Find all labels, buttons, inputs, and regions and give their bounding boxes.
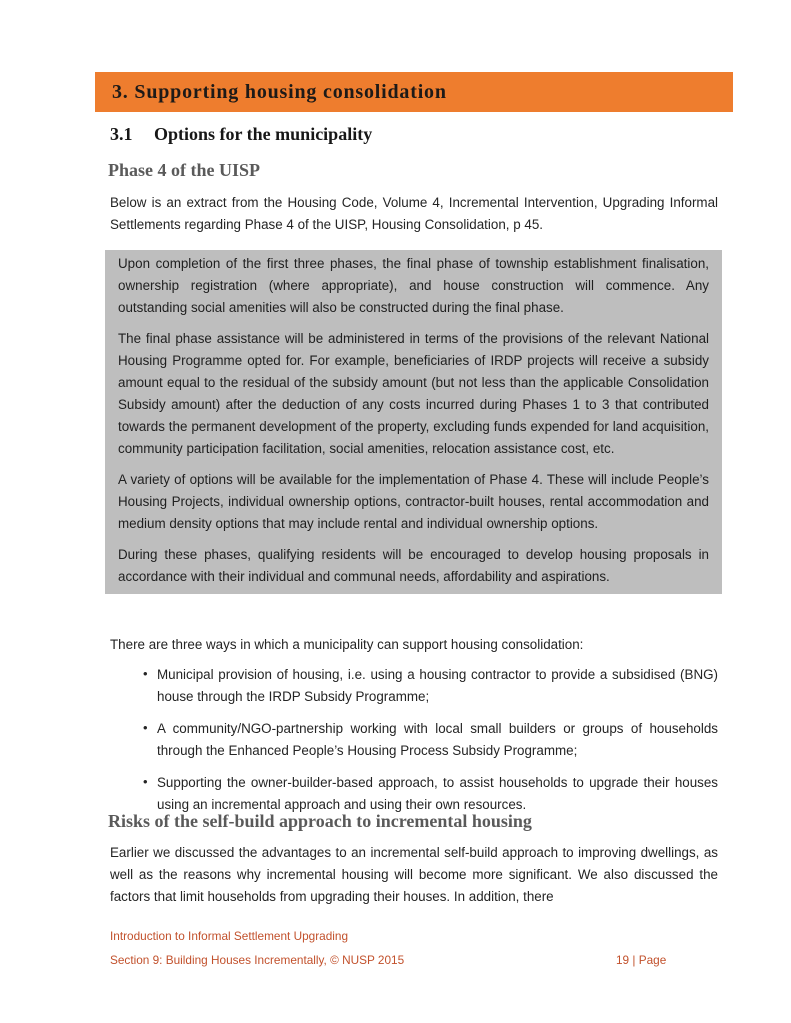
list-item-text: Supporting the owner-builder-based approach, to assist households to upgrade their houses using an incremental approach and using their own resources. — [157, 775, 718, 812]
bullet-icon: • — [143, 774, 148, 789]
list-item — [143, 772, 718, 816]
intro-paragraph: Below is an extract from the Housing Code, Volume 4, Incremental Intervention, Upgrading Informal Settlements regarding Phase 4 of the UISP, Housing Consolidation, p 45. — [110, 195, 718, 232]
three-ways-paragraph: There are three ways in which a municipality can support housing consolidation: — [110, 637, 584, 652]
subheading-risks: Risks of the self-build approach to incremental housing — [108, 811, 532, 831]
risks-paragraph: Earlier we discussed the advantages to an incremental self-build approach to improving dwellings, as well as the reasons why incremental housing will become more significant. We also discussed the factors that limit households from upgrading their houses. In addition, there — [110, 845, 718, 904]
extract-paragraph-1: Upon completion of the first three phases, the final phase of township establishment finalisation, ownership registration (where appropriate), and house construction will commence. Any outstanding social amenities will also be constructed during the final phase. — [118, 256, 709, 315]
subheading-phase4: Phase 4 of the UISP — [108, 160, 260, 180]
chapter-banner — [95, 72, 733, 112]
extract-paragraph-4: During these phases, qualifying residents will be encouraged to develop housing proposals in accordance with their individual and communal needs, affordability and aspirations. — [118, 547, 709, 584]
list-item-text: Municipal provision of housing, i.e. using a housing contractor to provide a subsidised (BNG) house through the IRDP Subsidy Programme; — [157, 667, 718, 704]
housing-code-extract-block — [105, 250, 722, 594]
chapter-banner-title: 3. Supporting housing consolidation — [112, 80, 447, 103]
extract-paragraph-2: The final phase assistance will be administered in terms of the provisions of the relevant National Housing Programme opted for. For example, beneficiaries of IRDP projects will receive a subsidy amount equal to the residual of the subsidy amount (but not less than the applicable Consolidation Subsidy amount) after the deduction of any costs incurred during Phases 1 to 3 that contributed towards the permanent development of the property, excluding funds expended for land acquisition, community participation facilitation, social amenities, relocation assistance cost, etc. — [118, 331, 709, 456]
bullet-icon: • — [143, 666, 148, 681]
section-heading — [110, 124, 372, 145]
support-options-list — [110, 664, 718, 826]
footer-page-number: 19 | Page — [616, 953, 667, 967]
footer-section-title: Section 9: Building Houses Incrementally, © NUSP 2015 — [110, 953, 405, 967]
extract-paragraph-3: A variety of options will be available for the implementation of Phase 4. These will include People’s Housing Projects, individual ownership options, contractor-built houses, rental accommodation and medium density options that may include rental and individual ownership options. — [118, 472, 709, 531]
footer-course-title: Introduction to Informal Settlement Upgrading — [110, 929, 349, 943]
list-item — [143, 664, 718, 708]
section-number: 3.1 — [110, 124, 133, 144]
section-title: Options for the municipality — [154, 124, 373, 144]
list-item-text: A community/NGO-partnership working with local small builders or groups of households through the Enhanced People’s Housing Process Subsidy Programme; — [157, 721, 718, 758]
list-item — [143, 718, 718, 762]
bullet-icon: • — [143, 720, 148, 735]
